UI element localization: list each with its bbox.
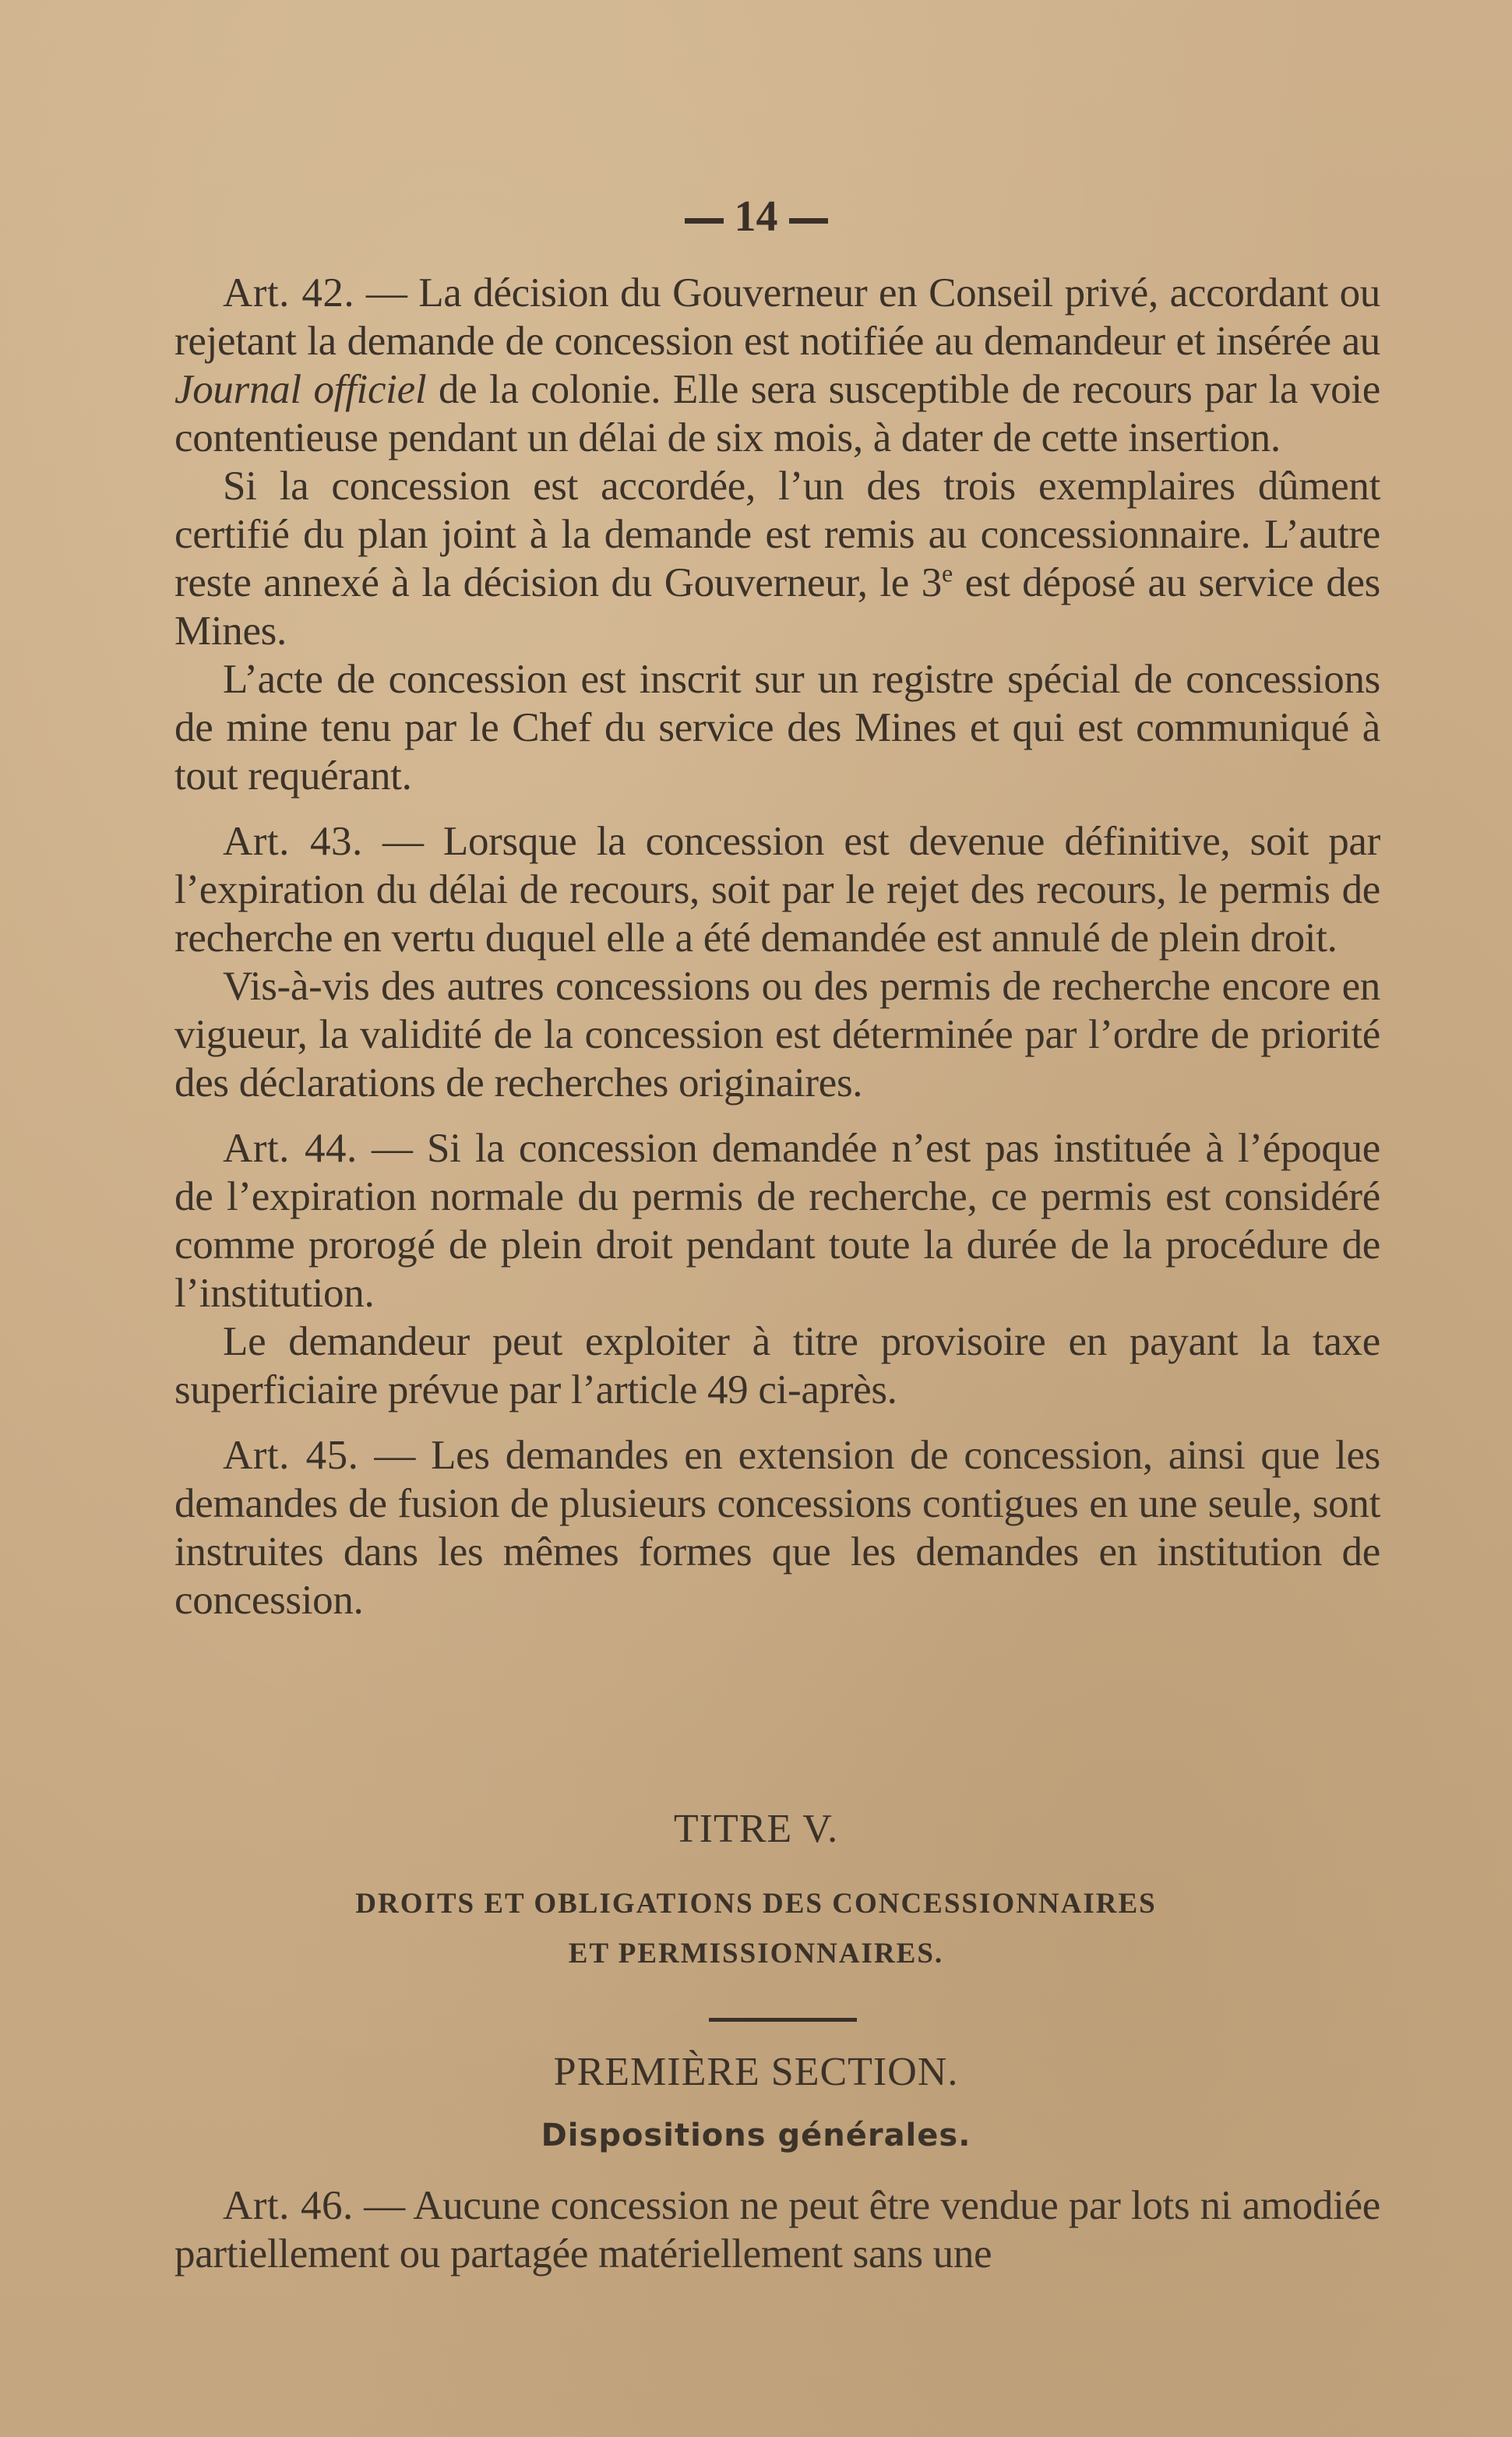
art-44-p1-text: — Si la concession demandée n’est pas instituée à l’époque de l’expiration normale du permis de recherche, ce permis est considéré comme prorogé de plein droit pendant toute la durée de la procédure de l’institution. (174, 1126, 1380, 1316)
titre-subheading (0, 1879, 1512, 1979)
page-number-dash-left (685, 218, 724, 224)
art-42-p2-lead: Si la concession est accordée, l’un des trois exemplaires dûment certifié du plan joint à la demande est remis au concessionnaire. L’autre reste annexé à la décision du Gouverneur, le 3 (174, 464, 1380, 605)
titre-subheading-line-1: DROITS ET OBLIGATIONS DES CONCESSIONNAIRES (355, 1888, 1157, 1920)
page-number (0, 192, 1512, 242)
art-42-p2-tail: est déposé au service des Mines. (174, 560, 1380, 654)
art-45-p1-text: — Les demandes en extension de concession, ainsi que les demandes de fusion de plusieurs concessions contigues en une seule, sont instruites dans les mêmes formes que les demandes en institution de concession. (174, 1433, 1381, 1623)
art-42-p1-lead: — La décision du Gouverneur en Conseil privé, accordant ou rejetant la demande de concession est notifiée au demandeur et insérée au (174, 270, 1380, 364)
art-42-p2-superscript: e (941, 559, 953, 587)
art-43-label: Art. 43. (223, 819, 363, 864)
art-44-paragraph-1 (174, 1124, 1380, 1317)
art-42-p1-tail: de la colonie. Elle sera susceptible de recours par la voie contentieuse pendant un délai de six mois, à dater de cette insertion. (174, 367, 1381, 460)
art-42-paragraph-1 (174, 269, 1380, 462)
titre-heading: TITRE V. (673, 1807, 839, 1851)
art-43-p1-text: — Lorsque la concession est devenue définitive, soit par l’expiration du délai de recours, soit par le rejet des recours, le permis de recherche en vertu duquel elle a été demandée est annulé de plein droit. (174, 819, 1381, 961)
art-43-paragraph-2: Vis-à-vis des autres concessions ou des permis de recherche encore en vigueur, la validité de la concession est déterminée par l’ordre de priorité des déclarations de recherches originaires. (174, 964, 1380, 1106)
art-45-paragraph-1 (174, 1431, 1380, 1624)
art-42-label: Art. 42. (223, 270, 355, 316)
section-divider (709, 2018, 857, 2022)
journal-officiel-italic: Journal officiel (174, 367, 427, 412)
art-42-paragraph-3: L’acte de concession est inscrit sur un registre spécial de concessions de mine tenu par le Chef du service des Mines et qui est communiqué à tout requérant. (174, 657, 1380, 799)
art-46-p1-text: — Aucune concession ne peut être vendue par lots ni amodiée partiellement ou partagée matériellement sans une (174, 2183, 1380, 2277)
section-title: PREMIÈRE SECTION. (553, 2050, 959, 2094)
art-46-label: Art. 46. (223, 2183, 354, 2228)
art-43-paragraph-1 (174, 817, 1380, 962)
art-44-label: Art. 44. (223, 1126, 358, 1171)
art-45-label: Art. 45. (223, 1433, 359, 1478)
articles-block (174, 269, 1380, 1624)
article-46-block (174, 2181, 1380, 2278)
page-number-value: 14 (734, 192, 778, 241)
art-42-paragraph-2 (174, 462, 1380, 655)
titre-subheading-line-2: ET PERMISSIONNAIRES. (568, 1938, 944, 1970)
page-number-dash-right (789, 218, 828, 224)
section-subtitle: Dispositions générales. (541, 2118, 971, 2153)
art-44-paragraph-2: Le demandeur peut exploiter à titre provisoire en payant la taxe superficiaire prévue par l’article 49 ci-après. (174, 1319, 1380, 1412)
art-46-paragraph-1 (174, 2181, 1380, 2278)
